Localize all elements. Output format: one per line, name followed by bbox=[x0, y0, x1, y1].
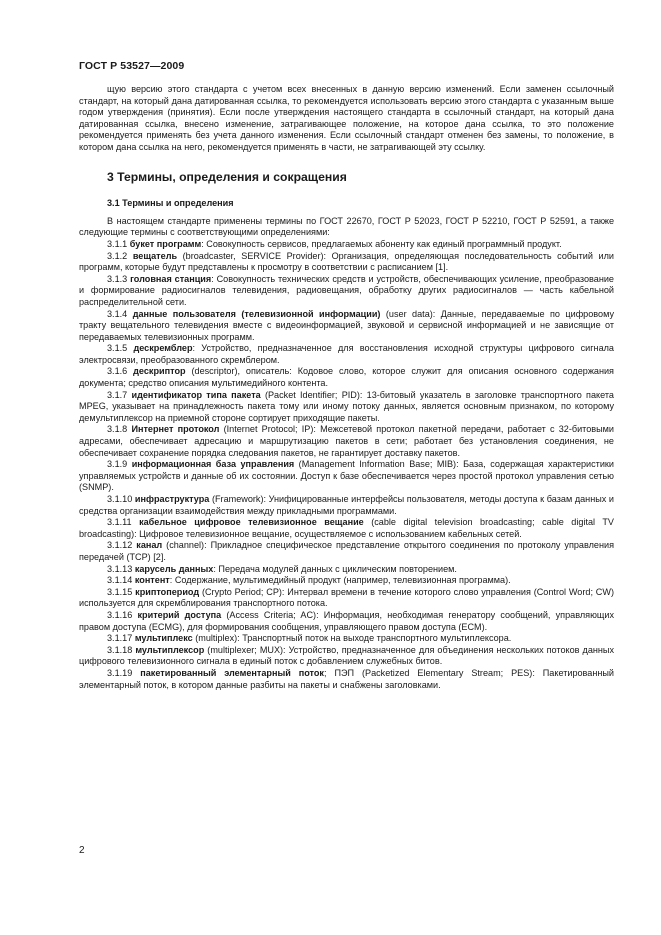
term-number: 3.1.16 bbox=[107, 609, 133, 620]
term-definition bbox=[79, 587, 614, 610]
term-text: (cable digital television broadcasting; cable digital TV broadcasting): Цифровое телевизионное вещание, осуществляемое с использованием кабельных сетей. bbox=[79, 517, 614, 539]
term-name: дескремблер bbox=[133, 343, 193, 354]
term-name: критерий доступа bbox=[137, 609, 222, 620]
term-name: идентификатор типа пакета bbox=[131, 389, 261, 400]
term-name: канал bbox=[136, 540, 163, 551]
term-definition bbox=[79, 575, 614, 587]
term-definition bbox=[79, 517, 614, 540]
term-name: контент bbox=[134, 575, 170, 586]
term-definition bbox=[79, 564, 614, 576]
term-definition bbox=[79, 540, 614, 563]
term-number: 3.1.8 bbox=[107, 424, 128, 435]
term-name: криптопериод bbox=[135, 586, 200, 597]
term-number: 3.1.3 bbox=[107, 273, 128, 284]
term-definition bbox=[79, 668, 614, 691]
term-name: мультиплексор bbox=[135, 644, 205, 655]
term-name: информационная база управления bbox=[131, 459, 295, 470]
term-text: ; ПЭП (Packetized Elementary Stream; PES): Пакетированный элементарный поток, в котором данные разбиты на пакеты и снабжены заголовками. bbox=[79, 667, 615, 690]
term-name: данные пользователя (телевизионной информации) bbox=[132, 308, 381, 319]
document-body bbox=[79, 84, 614, 691]
term-text: (Management Information Base; MIB): База, содержащая характеристики управляемых устройств и данные об их состоянии. Доступ к базе обеспечивается через простой протокол управления сетью (SNMP). bbox=[79, 459, 614, 493]
term-text: (channel): Прикладное специфическое представление открытого соединения по протоколу управления передачей (TCP) [2]. bbox=[79, 540, 615, 562]
term-text: (Crypto Period; CP): Интервал времени в течение которого слово управления (Control Word; CW) используется для скремблирования транспортного потока. bbox=[79, 586, 614, 609]
page-number: 2 bbox=[79, 845, 85, 856]
term-number: 3.1.4 bbox=[107, 308, 128, 319]
term-definition bbox=[79, 274, 614, 309]
term-number: 3.1.9 bbox=[107, 459, 128, 470]
term-number: 3.1.2 bbox=[107, 250, 128, 261]
term-name: вещатель bbox=[132, 250, 178, 261]
term-name: дескриптор bbox=[133, 366, 186, 377]
term-name: мультиплекс bbox=[134, 633, 193, 644]
term-definition bbox=[79, 610, 614, 633]
term-definition bbox=[79, 645, 614, 668]
term-name: пакетированный элементарный поток bbox=[140, 667, 324, 678]
subsection-heading: 3.1 Термины и определения bbox=[107, 198, 234, 209]
term-definition bbox=[79, 251, 614, 274]
term-text: (descriptor), описатель: Кодовое слово, которое служит для описания основного содержания документа; средство описания мультимедийного контента. bbox=[79, 366, 614, 389]
term-number: 3.1.17 bbox=[107, 633, 133, 644]
term-text: : Совокупность технических средств и устройств, обеспечивающих усиление, преобразование и формирование радиосигналов телевидения, радиовещания, обработку других радиосигналов — часть кабельной распределительной сети. bbox=[79, 273, 614, 307]
term-text: (Access Criteria; AC): Информация, необходимая генератору сообщений, управляющих правом доступа (ECMG), для формирования сообщения, управляющего правом доступа (ECM). bbox=[79, 609, 615, 632]
term-text: (Packet Identifier; PID): 13-битовый указатель в заголовке транспортного пакета MPEG, указывает на принадлежность пакета тому или иному потоку данных, является основным признаком, по которому демультиплексор на приемной стороне сортирует приходящие пакеты. bbox=[79, 389, 614, 423]
term-number: 3.1.1 bbox=[107, 238, 128, 249]
term-definition bbox=[79, 459, 614, 494]
term-text: (Framework): Унифицированные интерфейсы пользователя, методы доступа к базам данных и средства организации взаимодействия между прикладными программами. bbox=[79, 494, 615, 516]
page-header: ГОСТ Р 53527—2009 bbox=[79, 60, 185, 72]
term-name: Интернет протокол bbox=[131, 424, 220, 435]
term-text: : Передача модулей данных с циклическим повторением. bbox=[213, 563, 457, 574]
term-number: 3.1.7 bbox=[107, 389, 128, 400]
term-number: 3.1.13 bbox=[107, 563, 133, 574]
term-definition bbox=[79, 343, 614, 366]
term-number: 3.1.12 bbox=[107, 540, 133, 551]
term-number: 3.1.6 bbox=[107, 366, 128, 377]
terms-list bbox=[79, 239, 614, 691]
term-number: 3.1.15 bbox=[107, 586, 133, 597]
intro-paragraph: щую версию этого стандарта с учетом всех внесенных в данную версию изменений. Если заменен ссылочный стандарт, на который дана датированная ссылка, то рекомендуется использовать версию этого стандарта с указанным выше годом утверждения (принятия). Если после утверждения настоящего стандарта в ссылочный стандарт, на который дана датированная ссылка, внесено изменение, затрагивающее положение, на которое дана ссылка, то это положение рекомендуется применять без учета данного изменения. Если ссылочный стандарт отменен без замены, то положение, в котором дана ссылка на него, рекомендуется применять в части, не затрагивающей эту ссылку. bbox=[79, 84, 614, 152]
term-number: 3.1.11 bbox=[107, 517, 132, 528]
term-text: (Internet Protocol; IP): Межсетевой протокол пакетной передачи, работает с 32-битовыми адресами, обеспечивает адресацию и маршрутизацию пакетов в сети; работает без установления соединения, не обеспечивает сохранение порядка следования пакетов, не гарантирует доставку пакетов. bbox=[79, 424, 615, 458]
term-definition bbox=[79, 309, 614, 344]
term-number: 3.1.14 bbox=[107, 575, 133, 586]
term-text: (multiplex): Транспортный поток на выходе транспортного мультиплексора. bbox=[192, 633, 512, 644]
term-definition bbox=[79, 239, 614, 251]
term-name: инфраструктура bbox=[134, 494, 210, 504]
term-name: кабельное цифровое телевизионное вещание bbox=[139, 517, 364, 528]
section-heading: 3 Термины, определения и сокращения bbox=[107, 169, 347, 184]
term-definition bbox=[79, 424, 614, 459]
term-text: : Устройство, предназначенное для восстановления исходной структуры цифрового сигнала электросвязи, преобразованного скремблером. bbox=[79, 343, 614, 365]
term-text: (multiplexer; MUX): Устройство, предназначенное для объединения нескольких потоков данных цифрового телевизионного сигнала в единый поток с добавлением служебных битов. bbox=[79, 644, 614, 667]
lead-paragraph: В настоящем стандарте применены термины по ГОСТ 22670, ГОСТ Р 52023, ГОСТ Р 52210, ГОСТ Р 52591, а также следующие термины с соответствующими определениями: bbox=[79, 215, 614, 238]
term-number: 3.1.18 bbox=[107, 644, 133, 655]
term-definition bbox=[79, 390, 614, 425]
term-name: головная станция bbox=[130, 273, 212, 284]
term-name: букет программ bbox=[129, 238, 202, 249]
term-number: 3.1.19 bbox=[107, 667, 133, 678]
term-number: 3.1.10 bbox=[107, 494, 133, 504]
term-text: : Содержание, мультимедийный продукт (например, телевизионная программа). bbox=[169, 575, 511, 586]
term-definition bbox=[79, 366, 614, 389]
term-text: : Совокупность сервисов, предлагаемых абоненту как единый программный продукт. bbox=[201, 238, 562, 249]
term-number: 3.1.5 bbox=[107, 343, 128, 354]
term-definition bbox=[79, 494, 614, 517]
term-text: (user data): Данные, передаваемые по цифровому тракту вещательного телевидения вместе с видеоинформацией, звуковой и сервисной информацией и не зависящие от передаваемых телевизионных программ. bbox=[79, 308, 614, 342]
term-definition bbox=[79, 633, 614, 645]
term-name: карусель данных bbox=[134, 563, 214, 574]
term-text: (broadcaster, SERVICE Provider): Организация, определяющая последовательность событий или программ, которые будут представлены к просмотру в соответствии с расписанием [1]. bbox=[79, 250, 614, 273]
